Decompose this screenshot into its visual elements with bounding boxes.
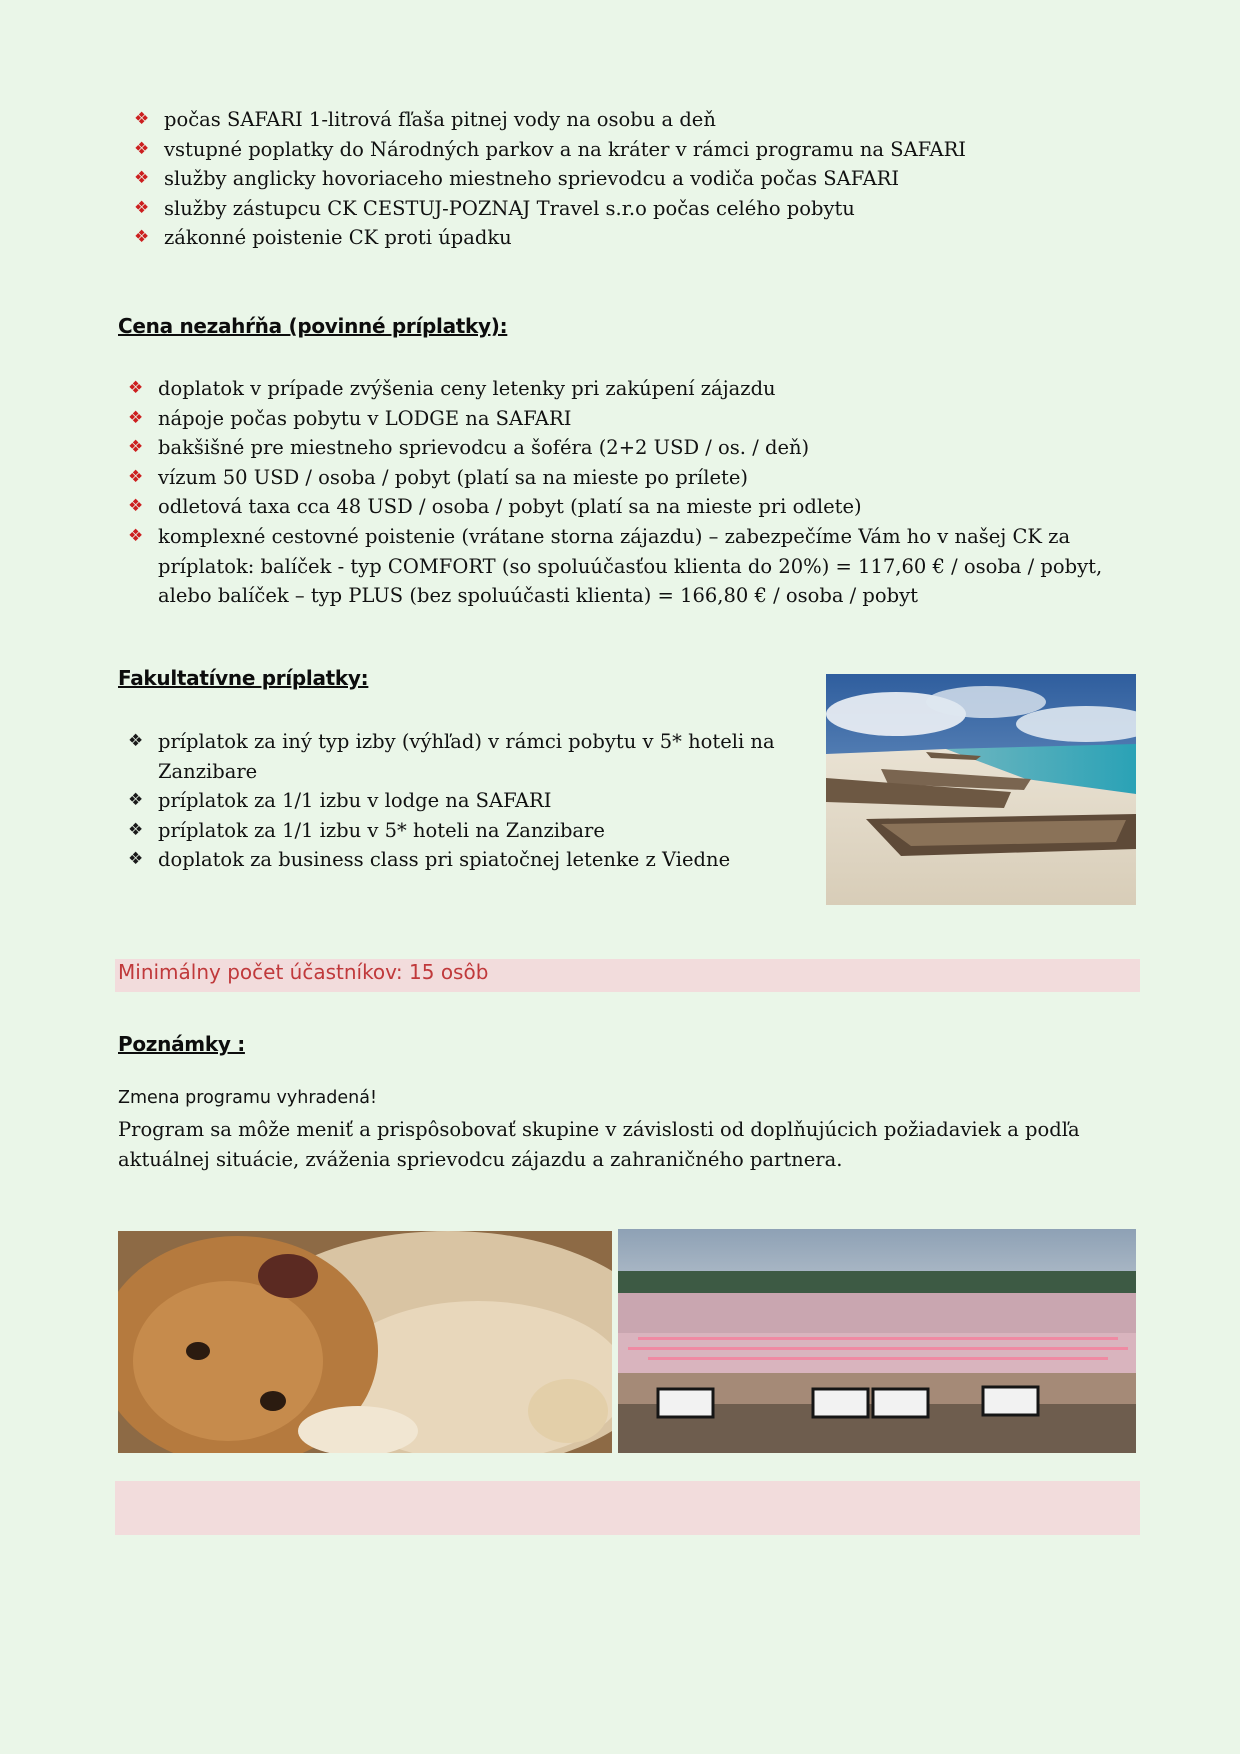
- diamond-bullet-icon: ❖: [128, 407, 144, 428]
- list-item-text: zákonné poistenie CK proti úpadku: [164, 226, 512, 250]
- diamond-bullet-icon: ❖: [134, 197, 150, 218]
- diamond-bullet-icon: ❖: [128, 790, 144, 811]
- notes-heading: Poznámky :: [118, 1032, 245, 1056]
- list-item-text: služby anglicky hovoriaceho miestneho sprievodcu a vodiča počas SAFARI: [164, 167, 900, 191]
- diamond-bullet-icon: ❖: [128, 466, 144, 487]
- list-item-text: odletová taxa cca 48 USD / osoba / pobyt (platí sa na mieste pri odlete): [158, 495, 862, 519]
- list-item-text: komplexné cestovné poistenie (vrátane storna zájazdu) – zabezpečíme Vám ho v našej CK za príplatok: balíček - typ COMFORT (so spoluúčasťou klienta do 20%) = 117,60 € / osoba / pobyt, alebo balíček – typ PLUS (bez spoluúčasti klienta) = 166,80 € / osoba / pobyt: [158, 524, 1103, 608]
- list-item: [120, 223, 1020, 253]
- diamond-bullet-icon: ❖: [128, 525, 144, 546]
- list-item: [114, 727, 804, 786]
- diamond-bullet-icon: ❖: [128, 378, 144, 398]
- list-item-text: doplatok v prípade zvýšenia ceny letenky pri zakúpení zájazdu: [158, 377, 776, 400]
- diamond-bullet-icon: ❖: [128, 849, 144, 870]
- diamond-bullet-icon: ❖: [134, 227, 150, 248]
- list-item: [114, 816, 804, 846]
- list-item: [114, 433, 1104, 463]
- list-item: [120, 164, 1020, 194]
- diamond-bullet-icon: ❖: [128, 496, 144, 517]
- minimum-participants: Minimálny počet účastníkov: 15 osôb: [118, 960, 489, 984]
- list-item-text: nápoje počas pobytu v LODGE na SAFARI: [158, 406, 572, 430]
- included-list: [120, 105, 1020, 253]
- list-item: [120, 135, 1020, 165]
- not-included-list: [114, 374, 1104, 611]
- diamond-bullet-icon: ❖: [134, 109, 150, 129]
- list-item: [114, 463, 1104, 493]
- list-item-text: príplatok za 1/1 izbu v lodge na SAFARI: [158, 789, 552, 813]
- list-item: [120, 194, 1020, 224]
- list-item-text: vstupné poplatky do Národných parkov a na kráter v rámci programu na SAFARI: [164, 137, 966, 161]
- beach-boats-photo: [826, 674, 1136, 905]
- diamond-bullet-icon: ❖: [128, 731, 144, 751]
- list-item-text: príplatok za 1/1 izbu v 5* hoteli na Zanzibare: [158, 818, 605, 842]
- list-item: [114, 786, 804, 816]
- diamond-bullet-icon: ❖: [134, 168, 150, 189]
- notes-body: Program sa môže meniť a prispôsobovať skupine v závislosti od doplňujúcich požiadaviek a podľa aktuálnej situácie, zváženia sprievodcu zájazdu a zahraničného partnera.: [118, 1118, 1080, 1171]
- not-included-heading: Cena nezahŕňa (povinné príplatky):: [118, 314, 508, 338]
- list-item-text: služby zástupcu CK CESTUJ-POZNAJ Travel s.r.o počas celého pobytu: [164, 196, 855, 220]
- list-item: [120, 105, 1020, 135]
- list-item: [114, 404, 1104, 434]
- list-item-text: počas SAFARI 1-litrová fľaša pitnej vody na osobu a deň: [164, 108, 716, 131]
- list-item: [114, 374, 1104, 404]
- lion-cub-photo: [118, 1231, 612, 1453]
- list-item-text: bakšišné pre miestneho sprievodcu a šoféra (2+2 USD / os. / deň): [158, 436, 810, 460]
- list-item-text: vízum 50 USD / osoba / pobyt (platí sa na mieste po prílete): [158, 465, 749, 489]
- diamond-bullet-icon: ❖: [134, 138, 150, 159]
- optional-list: [114, 727, 804, 875]
- notes-subheading: Zmena programu vyhradená!: [118, 1088, 377, 1108]
- diamond-bullet-icon: ❖: [128, 437, 144, 458]
- zebras-flamingos-photo: [618, 1229, 1136, 1453]
- diamond-bullet-icon: ❖: [128, 819, 144, 840]
- list-item-text: doplatok za business class pri spiatočnej letenke z Viedne: [158, 848, 731, 872]
- list-item: [114, 492, 1104, 522]
- optional-heading: Fakultatívne príplatky:: [118, 666, 369, 690]
- footer-band: [115, 1481, 1140, 1535]
- list-item: [114, 845, 804, 875]
- list-item: [114, 522, 1104, 611]
- list-item-text: príplatok za iný typ izby (výhľad) v rámci pobytu v 5* hoteli na Zanzibare: [158, 730, 775, 783]
